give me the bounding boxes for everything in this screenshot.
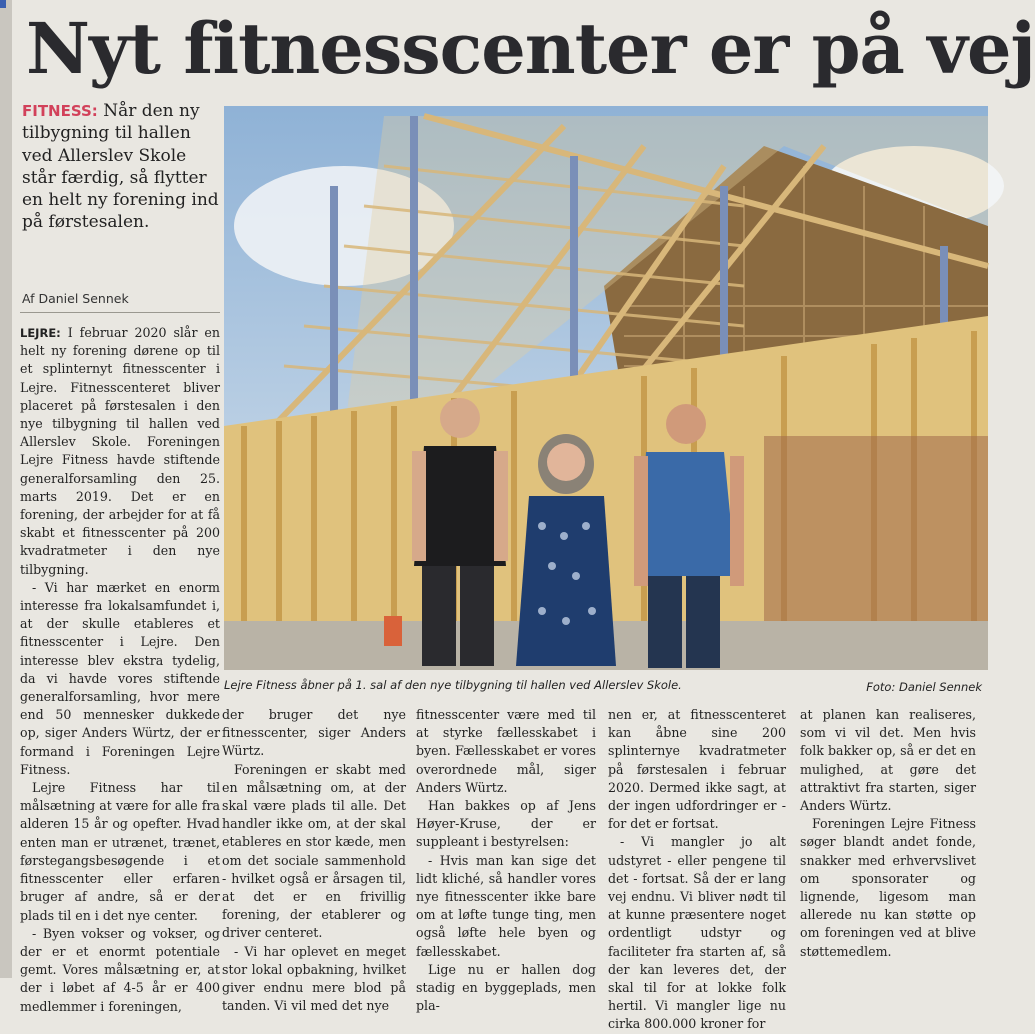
body-paragraph: Foreningen er skabt med en målsætning om, at der skal være plads til alle. Det handler ikke om, at der skal etableres en stor kæde, men om det sociale sammenhold - hvilket også er årsagen til, at det er en frivillig forening, der etablerer og driver centeret. — [222, 761, 406, 941]
body-paragraph: - Byen vokser og vokser, og der er et enormt potentiale gemt. Vores målsætning er, at der i løbet af 4-5 år er 400 medlemmer i foreningen, — [20, 925, 220, 1014]
article-column-5 — [800, 706, 976, 976]
body-paragraph: - Vi mangler jo alt udstyret - eller pengene til det - fortsat. Så der er lang vej endnu. Vi bliver nødt til at kunne præsentere noget ordentligt udstyr og faciliteter fra starten af, så der kan leveres det, der skal til for at lokke folk hertil. Vi mangler lige nu cirka 800.000 kroner for — [608, 834, 786, 1032]
headline: Nyt fitnesscenter er på vej — [26, 7, 1035, 90]
article-column-1 — [20, 324, 220, 1014]
body-paragraph: Lige nu er hallen dog stadig en byggeplads, men pla- — [416, 961, 596, 1014]
page-edge — [0, 0, 12, 978]
article-photo — [224, 106, 988, 670]
body-paragraph: der bruger det nye fitnesscenter, siger Anders Würtz. — [222, 707, 406, 759]
lead-text: Når den ny tilbygning til hallen ved Allerslev Skole står færdig, så flytter en helt ny forening ind på førstesalen. — [22, 101, 219, 233]
body-paragraph: at planen kan realiseres, som vi vil det. Men hvis folk bakker op, så er det en mulighed, at gøre det attraktivt fra starten, siger Anders Würtz. — [800, 707, 976, 814]
dateline-place: LEJRE: — [20, 326, 61, 340]
photo-caption: Lejre Fitness åbner på 1. sal af den nye tilbygning til hallen ved Allerslev Skole. — [224, 678, 682, 692]
photo-credit: Foto: Daniel Sennek — [866, 680, 982, 694]
body-paragraph: Lejre Fitness har til målsætning at være for alle fra alderen 15 år og opefter. Hvad enten man er utrænet, trænet, førstegangsbesøgende i et fitnesscenter eller erfaren bruger af andre, så er der plads til en i det nye center. — [20, 780, 220, 923]
body-paragraph: Foreningen Lejre Fitness søger blandt andet fonde, snakker med erhvervslivet om sponsorater og lignende, ligesom man allerede nu kan støtte op om foreningen ved at blive støttemedlem. — [800, 816, 976, 959]
body-paragraph: - Vi har mærket en enorm interesse fra lokalsamfundet i, at der skulle etableres et fitnesscenter i Lejre. Den interesse blev ekstra tydelig, da vi havde vores stiftende generalforsamling, hvor mere end 50 mennesker dukkede op, siger Anders Würtz, der er formand i Foreningen Lejre Fitness. — [20, 579, 220, 777]
body-paragraph — [20, 324, 220, 579]
body-paragraph: nen er, at fitnesscenteret kan åbne sine 200 splinternye kvadratmeter på førstesalen i februar 2020. Dermed ikke sagt, at der ingen udfordringer er - for det er fortsat. — [608, 707, 786, 832]
body-paragraph: Han bakkes op af Jens Høyer-Kruse, der er suppleant i bestyrelsen: — [416, 798, 596, 850]
byline: Af Daniel Sennek — [22, 291, 129, 306]
body-text: I februar 2020 slår en helt ny forening dørene op til et splinternyt fitnesscenter i Lejre. Fitnesscenteret bliver placeret på førstesalen i den nye tilbygning til hallen ved Allerslev Skole. Foreningen Lejre Fitness havde stiftende generalforsamling den 25. marts 2019. Det er en forening, der arbejder for at få skabt et fitnesscenter på 200 kvadratmeter i den nye tilbygning. — [20, 325, 220, 577]
edge-marker — [0, 0, 6, 8]
article-column-2 — [222, 706, 406, 1014]
body-paragraph: - Hvis man kan sige det lidt kliché, så handler vores nye fitnesscenter ikke bare om at løfte tunge ting, men også løfte hele byen og fællesskabet. — [416, 852, 596, 959]
construction-photo — [224, 106, 988, 670]
body-paragraph: - Vi har oplevet en meget stor lokal opbakning, hvilket giver endnu mere blod på tanden. Vi vil med det nye — [222, 943, 406, 1014]
lead-kicker: FITNESS: — [22, 102, 98, 120]
body-paragraph: fitnesscenter være med til at styrke fællesskabet i byen. Fællesskabet er vores overordnede mål, siger Anders Würtz. — [416, 707, 596, 795]
article-column-4 — [608, 706, 786, 1032]
lead-paragraph — [22, 100, 220, 234]
article-column-3 — [416, 706, 596, 1014]
byline-divider — [20, 312, 220, 313]
